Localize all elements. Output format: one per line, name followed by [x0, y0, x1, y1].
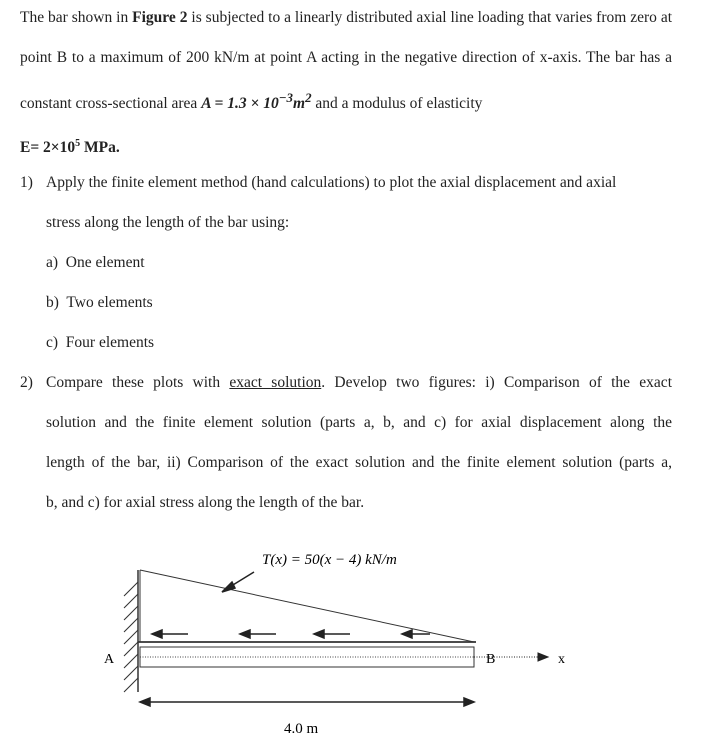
option-b-text: Two elements: [66, 294, 153, 311]
question-2-line-4: b, and c) for axial stress along the length of the bar.: [46, 494, 365, 511]
option-a-label: a): [46, 254, 59, 271]
question-2: [0, 363, 720, 523]
x-axis-label: x: [558, 652, 565, 667]
intro-text-2: is subjected to a linearly distributed axial line loading that varies from zero at point B to a maximum of 200 kN/m at point A acting in the negative direction of x-axis. The bar has a constant cross-sectional area: [20, 9, 673, 113]
load-arrows: [152, 630, 430, 638]
question-1-number: 1): [20, 174, 33, 191]
distributed-load: [138, 570, 476, 642]
intro-text-1: The bar shown in: [20, 9, 129, 26]
intro-paragraph: [20, 0, 672, 168]
option-c-label: c): [46, 334, 59, 351]
option-a-text: One element: [65, 254, 145, 271]
option-c: [46, 323, 154, 363]
option-b: [46, 283, 153, 323]
option-b-label: b): [46, 294, 59, 311]
question-2-number: 2): [20, 374, 33, 391]
option-a: [46, 243, 145, 283]
question-2-line-1: Compare these plots with exact solution. Develop two figures: i) Comparison of the exact: [46, 374, 672, 391]
question-2-line-2: solution and the finite element solution (parts a, b, and c) for axial displacement along the: [46, 414, 672, 431]
point-b-label: B: [486, 652, 496, 667]
length-label: 4.0 m: [284, 721, 319, 737]
exact-solution-link: exact solution: [229, 374, 322, 391]
question-2-line-3: length of the bar, ii) Comparison of the exact solution and the finite element solution (parts a,: [46, 454, 672, 471]
fixed-support: [124, 570, 138, 692]
point-a-label: A: [104, 652, 115, 667]
load-pointer-arrow: [222, 572, 254, 592]
figure-reference: Figure 2: [132, 9, 188, 26]
bar-figure: [0, 530, 720, 756]
question-1-line-2: stress along the length of the bar using:: [46, 214, 290, 231]
area-expression: $A = 1.3 \times 10^{-3}m^2$: [201, 90, 312, 113]
intro-text-3: and a modulus of elasticity: [315, 95, 483, 113]
question-1: [0, 163, 720, 243]
question-1-line-1: Apply the finite element method (hand calculations) to plot the axial displacement and axial: [46, 174, 617, 191]
option-c-text: Four elements: [65, 334, 155, 351]
modulus-expression: $E= 2\times 10^5$ MPa.: [20, 138, 120, 157]
load-label: T(x) = 50(x − 4) kN/m: [262, 552, 397, 568]
length-dimension: [140, 698, 474, 706]
